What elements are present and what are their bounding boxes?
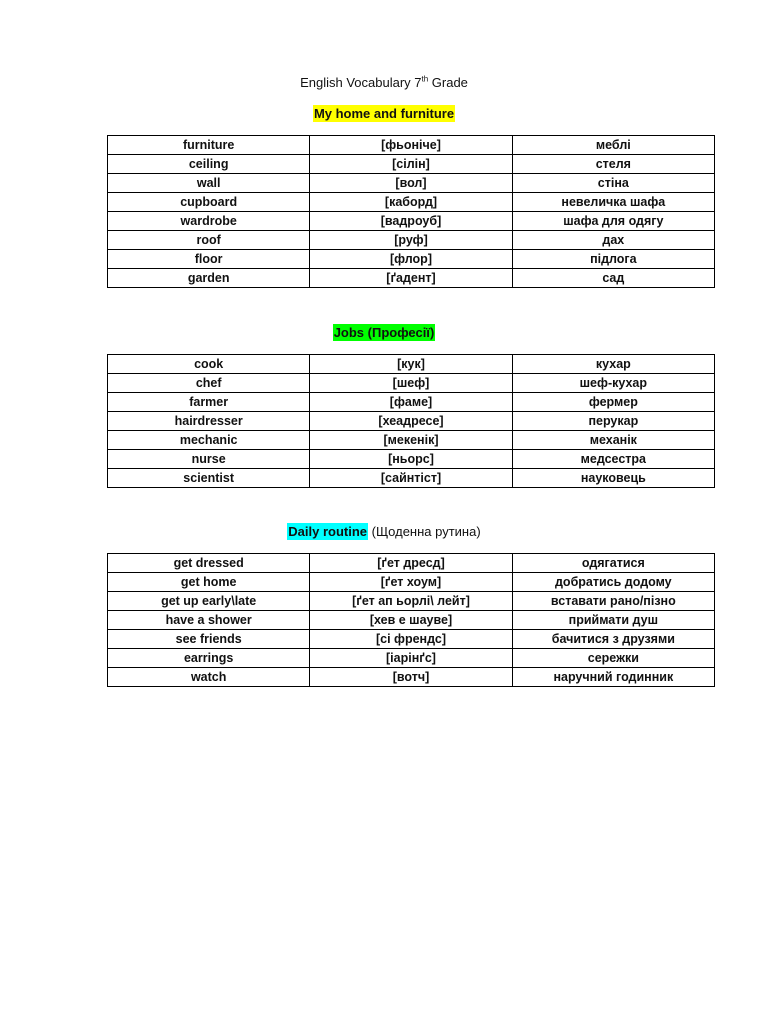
english-word-cell: furniture	[108, 136, 310, 155]
table-row	[108, 174, 715, 193]
section-heading-highlight: My home and furniture	[313, 106, 455, 121]
table-row	[108, 374, 715, 393]
section-heading-routine	[0, 524, 768, 540]
translation-cell: стеля	[512, 155, 714, 174]
transcription-cell: [вадроуб]	[310, 212, 512, 231]
english-word-cell: garden	[108, 269, 310, 288]
translation-cell: приймати душ	[512, 611, 714, 630]
table-row	[108, 649, 715, 668]
english-word-cell: chef	[108, 374, 310, 393]
english-word-cell: get dressed	[108, 554, 310, 573]
table-row	[108, 554, 715, 573]
english-word-cell: wall	[108, 174, 310, 193]
transcription-cell: [шеф]	[310, 374, 512, 393]
vocab-table-jobs	[107, 354, 715, 488]
english-word-cell: cupboard	[108, 193, 310, 212]
transcription-cell: [кук]	[310, 355, 512, 374]
translation-cell: стіна	[512, 174, 714, 193]
section-heading-highlight: Daily routine	[288, 524, 368, 539]
english-word-cell: mechanic	[108, 431, 310, 450]
table-row	[108, 250, 715, 269]
transcription-cell: [хев е шауве]	[310, 611, 512, 630]
transcription-cell: [вол]	[310, 174, 512, 193]
english-word-cell: floor	[108, 250, 310, 269]
transcription-cell: [мекенік]	[310, 431, 512, 450]
english-word-cell: have a shower	[108, 611, 310, 630]
table-row	[108, 355, 715, 374]
transcription-cell: [флор]	[310, 250, 512, 269]
english-word-cell: ceiling	[108, 155, 310, 174]
translation-cell: сад	[512, 269, 714, 288]
transcription-cell: [каборд]	[310, 193, 512, 212]
title-superscript: th	[421, 74, 429, 84]
transcription-cell: [ґет хоум]	[310, 573, 512, 592]
transcription-cell: [сі френдс]	[310, 630, 512, 649]
vocab-table-routine	[107, 553, 715, 687]
table-row	[108, 412, 715, 431]
translation-cell: бачитися з друзями	[512, 630, 714, 649]
translation-cell: одягатися	[512, 554, 714, 573]
table-row	[108, 668, 715, 687]
transcription-cell: [сайнтіст]	[310, 469, 512, 488]
english-word-cell: see friends	[108, 630, 310, 649]
table-row	[108, 269, 715, 288]
table-row	[108, 193, 715, 212]
english-word-cell: hairdresser	[108, 412, 310, 431]
table-row	[108, 592, 715, 611]
translation-cell: добратись додому	[512, 573, 714, 592]
table-row	[108, 136, 715, 155]
translation-cell: шафа для одягу	[512, 212, 714, 231]
english-word-cell: roof	[108, 231, 310, 250]
transcription-cell: [вотч]	[310, 668, 512, 687]
document-title	[0, 75, 768, 91]
table-row	[108, 573, 715, 592]
table-row	[108, 231, 715, 250]
translation-cell: меблі	[512, 136, 714, 155]
translation-cell: шеф-кухар	[512, 374, 714, 393]
english-word-cell: watch	[108, 668, 310, 687]
translation-cell: вставати рано/пізно	[512, 592, 714, 611]
translation-cell: підлога	[512, 250, 714, 269]
translation-cell: перукар	[512, 412, 714, 431]
table-row	[108, 155, 715, 174]
section-heading-extra: (Щоденна рутина)	[368, 524, 481, 539]
table-row	[108, 393, 715, 412]
title-text-suffix: Grade	[428, 75, 468, 90]
table-row	[108, 469, 715, 488]
transcription-cell: [ґет дресд]	[310, 554, 512, 573]
transcription-cell: [хеадресе]	[310, 412, 512, 431]
table-row	[108, 212, 715, 231]
table-row	[108, 611, 715, 630]
transcription-cell: [фьоніче]	[310, 136, 512, 155]
transcription-cell: [руф]	[310, 231, 512, 250]
translation-cell: механік	[512, 431, 714, 450]
table-row	[108, 431, 715, 450]
section-heading-jobs	[0, 325, 768, 341]
english-word-cell: get up early\late	[108, 592, 310, 611]
transcription-cell: [ньорс]	[310, 450, 512, 469]
vocab-table-home	[107, 135, 715, 288]
english-word-cell: scientist	[108, 469, 310, 488]
translation-cell: науковець	[512, 469, 714, 488]
translation-cell: сережки	[512, 649, 714, 668]
transcription-cell: [іарінґс]	[310, 649, 512, 668]
english-word-cell: get home	[108, 573, 310, 592]
english-word-cell: farmer	[108, 393, 310, 412]
translation-cell: фермер	[512, 393, 714, 412]
transcription-cell: [ґет ап ьорлі\ лейт]	[310, 592, 512, 611]
title-text: English Vocabulary 7	[300, 75, 422, 90]
translation-cell: кухар	[512, 355, 714, 374]
table-row	[108, 630, 715, 649]
translation-cell: наручний годинник	[512, 668, 714, 687]
section-heading-home	[0, 106, 768, 122]
transcription-cell: [ґадент]	[310, 269, 512, 288]
translation-cell: невеличка шафа	[512, 193, 714, 212]
section-heading-highlight: Jobs (Професії)	[333, 325, 435, 340]
table-row	[108, 450, 715, 469]
translation-cell: медсестра	[512, 450, 714, 469]
english-word-cell: nurse	[108, 450, 310, 469]
english-word-cell: earrings	[108, 649, 310, 668]
transcription-cell: [фаме]	[310, 393, 512, 412]
english-word-cell: wardrobe	[108, 212, 310, 231]
english-word-cell: cook	[108, 355, 310, 374]
transcription-cell: [сілін]	[310, 155, 512, 174]
translation-cell: дах	[512, 231, 714, 250]
